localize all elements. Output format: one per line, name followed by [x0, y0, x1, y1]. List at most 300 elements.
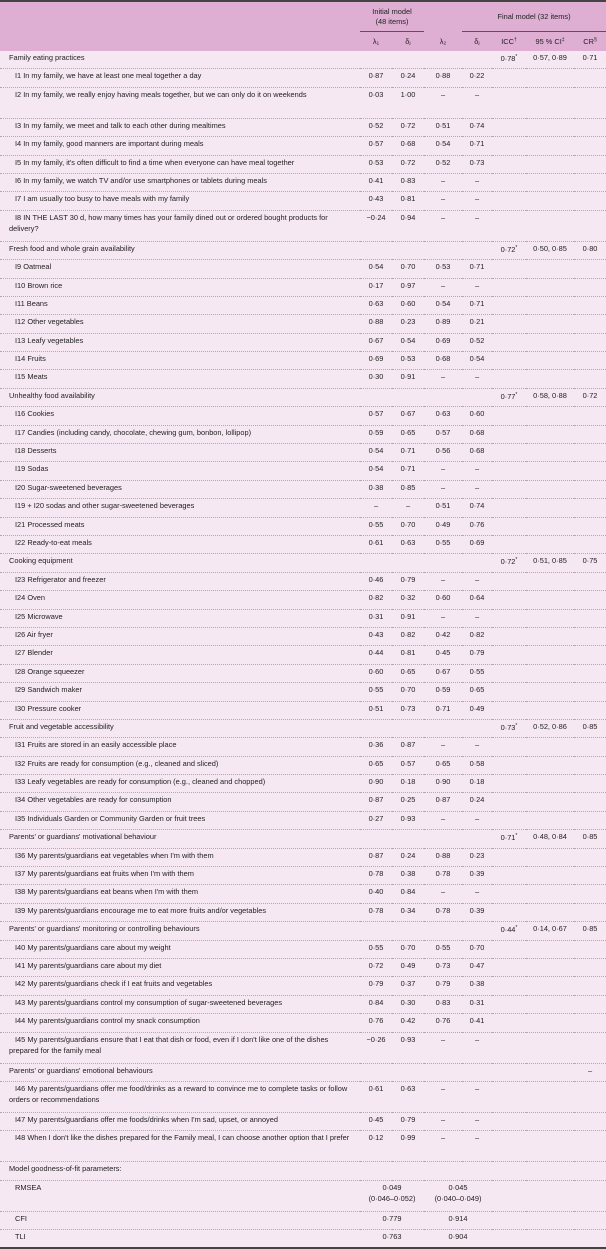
section-icc — [492, 554, 526, 572]
fit-heading-row — [0, 1162, 606, 1180]
delta1-value: 0·94 — [392, 210, 424, 241]
header-blank — [0, 1, 360, 32]
item-label: I45 My parents/guardians ensure that I eat that dish or food, even if I don't like one of the dishes prepared for the family meal — [0, 1032, 360, 1063]
section-title: Unhealthy food availability — [0, 388, 360, 406]
delta2-value: – — [462, 1131, 492, 1162]
lambda1-value: 0·59 — [360, 425, 392, 443]
table-row — [0, 425, 606, 443]
delta2-value: – — [462, 811, 492, 829]
blank — [492, 499, 606, 517]
table-row — [0, 1014, 606, 1032]
blank — [492, 609, 606, 627]
lambda1-value: 0·51 — [360, 701, 392, 719]
delta1-value: 0·24 — [392, 848, 424, 866]
lambda1-value: 0·31 — [360, 609, 392, 627]
blank — [360, 830, 492, 848]
lambda2-value: 0·59 — [424, 683, 462, 701]
section-row — [0, 388, 606, 406]
delta1-value: 0·87 — [392, 738, 424, 756]
table-row — [0, 848, 606, 866]
section-ci: 0·51, 0·85 — [526, 554, 574, 572]
blank — [492, 940, 606, 958]
section-title: Fresh food and whole grain availability — [0, 241, 360, 259]
lambda2-value: – — [424, 210, 462, 241]
blank — [492, 370, 606, 388]
table-row — [0, 155, 606, 173]
delta2-value: 0·73 — [462, 155, 492, 173]
blank — [492, 315, 606, 333]
item-label: I20 Sugar-sweetened beverages — [0, 480, 360, 498]
item-label: I40 My parents/guardians care about my weight — [0, 940, 360, 958]
item-label: I6 In my family, we watch TV and/or use smartphones or tablets during meals — [0, 173, 360, 191]
delta1-value: 0·93 — [392, 811, 424, 829]
delta1-value: 0·30 — [392, 995, 424, 1013]
lambda1-value: 0·87 — [360, 793, 392, 811]
col-icc — [492, 32, 526, 52]
delta1-value: 0·37 — [392, 977, 424, 995]
blank — [360, 922, 492, 940]
lambda2-value: 0·65 — [424, 756, 462, 774]
table-row — [0, 591, 606, 609]
fit-row — [0, 1180, 606, 1211]
delta1-value: 0·82 — [392, 627, 424, 645]
table-row — [0, 885, 606, 903]
section-icc — [492, 922, 526, 940]
lambda2-value: 0·42 — [424, 627, 462, 645]
item-label: I38 My parents/guardians eat beans when I'm with them — [0, 885, 360, 903]
delta2-value: 0·23 — [462, 848, 492, 866]
icc-footnote: * — [515, 557, 518, 564]
lambda2-value: 0·51 — [424, 499, 462, 517]
icc-footnote: * — [515, 244, 518, 251]
blank — [492, 1180, 606, 1211]
lambda2-value: 0·55 — [424, 940, 462, 958]
item-label: I30 Pressure cooker — [0, 701, 360, 719]
blank — [492, 87, 606, 118]
item-label: I9 Oatmeal — [0, 260, 360, 278]
table-row — [0, 811, 606, 829]
table-row — [0, 480, 606, 498]
item-label: I8 IN THE LAST 30 d, how many times has your family dined out or ordered bought products for delivery? — [0, 210, 360, 241]
delta2-value: – — [462, 1032, 492, 1063]
fit-label: TLI — [0, 1230, 360, 1249]
blank — [492, 1230, 606, 1249]
item-label: I18 Desserts — [0, 444, 360, 462]
table-row — [0, 137, 606, 155]
section-cr: 0·71 — [574, 51, 606, 69]
item-label: I36 My parents/guardians eat vegetables when I'm with them — [0, 848, 360, 866]
lambda1-value: 0·52 — [360, 118, 392, 136]
item-label: I17 Candies (including candy, chocolate, chewing gum, bonbon, lollipop) — [0, 425, 360, 443]
col-cr-label: CR — [583, 37, 594, 46]
table-row — [0, 646, 606, 664]
table-body — [0, 51, 606, 1248]
table-row — [0, 352, 606, 370]
lambda2-value: – — [424, 370, 462, 388]
delta1-value: 0·85 — [392, 480, 424, 498]
delta2-value: 0·68 — [462, 425, 492, 443]
section-row — [0, 554, 606, 572]
lambda1-value: 0·43 — [360, 192, 392, 210]
fit-final-value — [424, 1230, 492, 1249]
table-row — [0, 370, 606, 388]
table-row — [0, 977, 606, 995]
blank — [492, 1014, 606, 1032]
table-row — [0, 940, 606, 958]
blank — [492, 646, 606, 664]
delta2-value: 0·18 — [462, 775, 492, 793]
delta1-value: 0·53 — [392, 352, 424, 370]
blank — [492, 756, 606, 774]
fit-row — [0, 1211, 606, 1229]
lambda2-value: 0·55 — [424, 535, 462, 553]
delta2-value: – — [462, 87, 492, 118]
item-label: I19 + I20 sodas and other sugar-sweetened beverages — [0, 499, 360, 517]
blank — [492, 683, 606, 701]
lambda2-value: – — [424, 609, 462, 627]
lambda1-value: 0·57 — [360, 407, 392, 425]
item-label: I26 Air fryer — [0, 627, 360, 645]
lambda2-value: 0·78 — [424, 903, 462, 921]
table-row — [0, 867, 606, 885]
section-cr: 0·80 — [574, 241, 606, 259]
fit-initial: 0·763 — [382, 1232, 402, 1242]
lambda1-value: 0·17 — [360, 278, 392, 296]
table-row — [0, 958, 606, 976]
lambda1-value: 0·54 — [360, 462, 392, 480]
blank — [492, 1211, 606, 1229]
lambda2-value: 0·88 — [424, 69, 462, 87]
delta2-value: 0·22 — [462, 69, 492, 87]
icc-value: 0·72 — [500, 244, 516, 254]
blank — [360, 388, 492, 406]
lambda1-value: 0·46 — [360, 572, 392, 590]
delta2-value: – — [462, 738, 492, 756]
section-row — [0, 1063, 606, 1081]
table-row — [0, 535, 606, 553]
blank — [492, 848, 606, 866]
table-row — [0, 517, 606, 535]
lambda2-value: 0·49 — [424, 517, 462, 535]
col-ci — [526, 32, 574, 52]
lambda1-value: 0·54 — [360, 444, 392, 462]
fit-initial-value — [360, 1211, 424, 1229]
item-label: I7 I am usually too busy to have meals with my family — [0, 192, 360, 210]
delta2-value: 0·70 — [462, 940, 492, 958]
fit-final: 0·914 — [448, 1213, 468, 1223]
item-label: I41 My parents/guardians care about my diet — [0, 958, 360, 976]
delta2-value: 0·55 — [462, 664, 492, 682]
section-title: Parents' or guardians' emotional behaviours — [0, 1063, 360, 1081]
icc-footnote: * — [515, 722, 518, 729]
delta1-value: 0·70 — [392, 517, 424, 535]
icc-value: 0·72 — [500, 557, 516, 567]
delta1-value: 0·63 — [392, 535, 424, 553]
table-row — [0, 407, 606, 425]
lambda1-value: 0·87 — [360, 848, 392, 866]
table-row — [0, 572, 606, 590]
delta2-value: – — [462, 210, 492, 241]
section-icc — [492, 719, 526, 737]
item-label: I3 In my family, we meet and talk to each other during mealtimes — [0, 118, 360, 136]
blank — [492, 333, 606, 351]
lambda1-value: 0·40 — [360, 885, 392, 903]
section-cr: 0·85 — [574, 719, 606, 737]
item-label: I32 Fruits are ready for consumption (e.g., cleaned and sliced) — [0, 756, 360, 774]
delta2-value: 0·31 — [462, 995, 492, 1013]
lambda2-value: 0·78 — [424, 867, 462, 885]
lambda1-value: 0·43 — [360, 627, 392, 645]
item-label: I39 My parents/guardians encourage me to eat more fruits and/or vegetables — [0, 903, 360, 921]
section-icc — [492, 1063, 526, 1081]
section-row — [0, 830, 606, 848]
fit-label: CFI — [0, 1211, 360, 1229]
lambda1-value: 0·78 — [360, 867, 392, 885]
lambda1-value: 0·30 — [360, 370, 392, 388]
lambda2-value: – — [424, 1032, 462, 1063]
delta1-value: 0·68 — [392, 137, 424, 155]
col-lambda1: λ₁ — [372, 37, 380, 46]
lambda2-value: 0·71 — [424, 701, 462, 719]
header-final-model: Final model (32 items) — [462, 1, 606, 32]
item-label: I5 In my family, it's often difficult to find a time when everyone can have meal together — [0, 155, 360, 173]
col-delta1: δⱼ — [405, 37, 411, 46]
blank — [492, 775, 606, 793]
lambda2-value: 0·67 — [424, 664, 462, 682]
blank — [492, 296, 606, 314]
delta2-value: 0·74 — [462, 499, 492, 517]
item-label: I27 Blender — [0, 646, 360, 664]
header-gap — [424, 1, 462, 32]
delta1-value: 0·65 — [392, 425, 424, 443]
table-row — [0, 903, 606, 921]
delta1-value: 0·81 — [392, 192, 424, 210]
lambda1-value: 0·36 — [360, 738, 392, 756]
table-row — [0, 333, 606, 351]
lambda2-value: – — [424, 811, 462, 829]
delta1-value: 0·73 — [392, 701, 424, 719]
col-cr — [574, 32, 606, 52]
lambda2-value: – — [424, 572, 462, 590]
delta2-value: 0·60 — [462, 407, 492, 425]
item-label: I33 Leafy vegetables are ready for consumption (e.g., cleaned and chopped) — [0, 775, 360, 793]
section-icc — [492, 241, 526, 259]
lambda2-value: 0·87 — [424, 793, 462, 811]
fit-initial-ci: (0·046–0·052) — [368, 1193, 416, 1203]
blank — [492, 738, 606, 756]
lambda2-value: 0·63 — [424, 407, 462, 425]
section-icc — [492, 830, 526, 848]
lambda2-value: 0·73 — [424, 958, 462, 976]
blank — [492, 627, 606, 645]
delta2-value: – — [462, 1081, 492, 1112]
section-ci: 0·57, 0·89 — [526, 51, 574, 69]
initial-model-label: Initial model — [372, 6, 412, 16]
delta1-value: 1·00 — [392, 87, 424, 118]
table-row — [0, 609, 606, 627]
table-row — [0, 210, 606, 241]
lambda2-value: 0·53 — [424, 260, 462, 278]
lambda2-value: – — [424, 480, 462, 498]
delta1-value: 0·34 — [392, 903, 424, 921]
lambda1-value: 0·55 — [360, 683, 392, 701]
delta1-value: 0·81 — [392, 646, 424, 664]
delta1-value: 0·70 — [392, 260, 424, 278]
section-ci: 0·52, 0·86 — [526, 719, 574, 737]
blank — [360, 1162, 606, 1180]
table-row — [0, 756, 606, 774]
blank — [492, 664, 606, 682]
delta2-value: – — [462, 1112, 492, 1130]
delta1-value: 0·57 — [392, 756, 424, 774]
item-label: I14 Fruits — [0, 352, 360, 370]
lambda1-value: 0·65 — [360, 756, 392, 774]
table-row — [0, 260, 606, 278]
section-ci — [526, 1063, 574, 1081]
delta2-value: 0·69 — [462, 535, 492, 553]
icc-footnote: * — [515, 833, 518, 840]
delta1-value: 0·91 — [392, 609, 424, 627]
delta1-value: 0·71 — [392, 444, 424, 462]
section-cr: 0·72 — [574, 388, 606, 406]
table-row — [0, 664, 606, 682]
delta2-value: 0·21 — [462, 315, 492, 333]
fit-initial: 0·779 — [382, 1213, 402, 1223]
item-label: I19 Sodas — [0, 462, 360, 480]
item-label: I11 Beans — [0, 296, 360, 314]
lambda2-value: 0·54 — [424, 137, 462, 155]
lambda1-value: 0·87 — [360, 69, 392, 87]
delta2-value: 0·79 — [462, 646, 492, 664]
section-icc — [492, 388, 526, 406]
blank — [360, 719, 492, 737]
lambda1-value: 0·55 — [360, 940, 392, 958]
delta1-value: 0·72 — [392, 118, 424, 136]
item-label: I4 In my family, good manners are important during meals — [0, 137, 360, 155]
delta1-value: 0·70 — [392, 683, 424, 701]
lambda1-value: 0·61 — [360, 535, 392, 553]
delta2-value: – — [462, 480, 492, 498]
lambda2-value: 0·68 — [424, 352, 462, 370]
blank — [360, 554, 492, 572]
delta1-value: 0·83 — [392, 173, 424, 191]
table-row — [0, 1081, 606, 1112]
lambda2-value: 0·88 — [424, 848, 462, 866]
lambda2-value: 0·56 — [424, 444, 462, 462]
blank — [492, 701, 606, 719]
item-label: I47 My parents/guardians offer me foods/drinks when I'm sad, upset, or annoyed — [0, 1112, 360, 1130]
table-row — [0, 1112, 606, 1130]
lambda1-value: 0·57 — [360, 137, 392, 155]
table-row — [0, 738, 606, 756]
section-title: Cooking equipment — [0, 554, 360, 572]
delta2-value: 0·24 — [462, 793, 492, 811]
delta1-value: 0·70 — [392, 940, 424, 958]
delta2-value: 0·58 — [462, 756, 492, 774]
item-label: I29 Sandwich maker — [0, 683, 360, 701]
lambda1-value: 0·54 — [360, 260, 392, 278]
blank — [492, 793, 606, 811]
delta1-value: 0·60 — [392, 296, 424, 314]
delta1-value: 0·99 — [392, 1131, 424, 1162]
lambda1-value: 0·88 — [360, 315, 392, 333]
item-label: I10 Brown rice — [0, 278, 360, 296]
delta1-value: 0·49 — [392, 958, 424, 976]
blank — [492, 210, 606, 241]
lambda1-value: −0·24 — [360, 210, 392, 241]
delta1-value: 0·91 — [392, 370, 424, 388]
delta1-value: 0·84 — [392, 885, 424, 903]
item-label: I1 In my family, we have at least one meal together a day — [0, 69, 360, 87]
item-label: I46 My parents/guardians offer me food/drinks as a reward to convince me to complete tasks or follow orders or recommendations — [0, 1081, 360, 1112]
delta2-value: – — [462, 278, 492, 296]
lambda2-value: 0·45 — [424, 646, 462, 664]
lambda1-value: 0·12 — [360, 1131, 392, 1162]
item-label: I44 My parents/guardians control my snack consumption — [0, 1014, 360, 1032]
delta2-value: 0·65 — [462, 683, 492, 701]
lambda2-value: – — [424, 87, 462, 118]
lambda1-value: 0·45 — [360, 1112, 392, 1130]
lambda1-value: 0·67 — [360, 333, 392, 351]
lambda1-value: 0·53 — [360, 155, 392, 173]
blank — [492, 995, 606, 1013]
table-row — [0, 683, 606, 701]
delta1-value: 0·97 — [392, 278, 424, 296]
lambda1-value: 0·90 — [360, 775, 392, 793]
lambda2-value: – — [424, 192, 462, 210]
delta2-value: 0·71 — [462, 137, 492, 155]
item-label: I28 Orange squeezer — [0, 664, 360, 682]
blank — [492, 572, 606, 590]
table-row — [0, 192, 606, 210]
lambda1-value: – — [360, 499, 392, 517]
table-row — [0, 173, 606, 191]
lambda2-value: – — [424, 1112, 462, 1130]
delta2-value: 0·39 — [462, 867, 492, 885]
table-row — [0, 701, 606, 719]
delta2-value: – — [462, 572, 492, 590]
item-label: I12 Other vegetables — [0, 315, 360, 333]
section-title: Parents' or guardians' monitoring or controlling behaviours — [0, 922, 360, 940]
blank — [492, 811, 606, 829]
table-row — [0, 1131, 606, 1162]
col-ci-footnote: ‡ — [561, 37, 565, 43]
blank — [360, 51, 492, 69]
section-ci: 0·58, 0·88 — [526, 388, 574, 406]
blank — [492, 173, 606, 191]
delta2-value: 0·39 — [462, 903, 492, 921]
lambda1-value: 0·79 — [360, 977, 392, 995]
lambda2-value: – — [424, 1131, 462, 1162]
lambda2-value: 0·57 — [424, 425, 462, 443]
lambda1-value: 0·03 — [360, 87, 392, 118]
delta1-value: 0·54 — [392, 333, 424, 351]
blank — [492, 444, 606, 462]
fit-row — [0, 1230, 606, 1249]
blank — [492, 1032, 606, 1063]
delta2-value: 0·52 — [462, 333, 492, 351]
fit-final-value — [424, 1180, 492, 1211]
blank — [492, 977, 606, 995]
blank — [492, 260, 606, 278]
delta2-value: – — [462, 370, 492, 388]
lambda2-value: 0·60 — [424, 591, 462, 609]
lambda2-value: – — [424, 1081, 462, 1112]
lambda2-value: 0·90 — [424, 775, 462, 793]
blank — [492, 137, 606, 155]
delta2-value: 0·82 — [462, 627, 492, 645]
section-ci: 0·50, 0·85 — [526, 241, 574, 259]
